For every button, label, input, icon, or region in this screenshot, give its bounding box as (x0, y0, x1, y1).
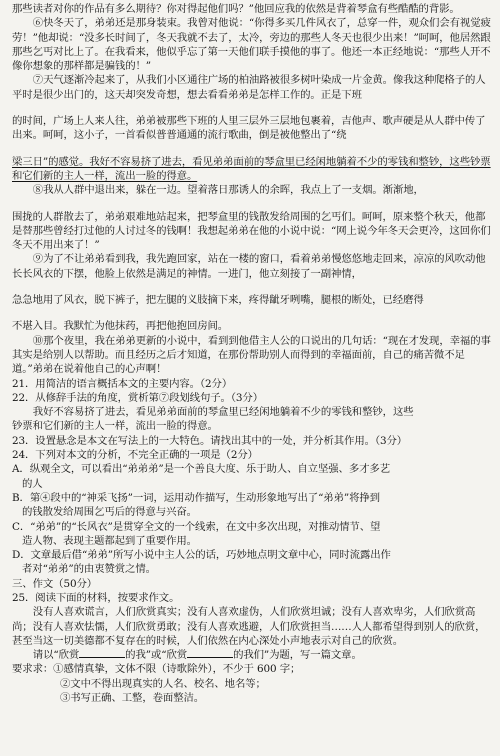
question-24-option-d-line-1: D．文章最后借“弟弟”所写小说中主人公的话，巧妙地点明文章中心，同时流露出作 (12, 549, 391, 562)
passage-paragraph-9-part-3: 不堪入目。我默忙为他抹药，再把他抱回房间。 (12, 320, 229, 333)
question-24-option-a-line-2: 的人 (22, 477, 43, 490)
composition-prompt (12, 648, 492, 662)
question-24-option-c-line-2: 造人物、表现主题都起到了重要作用。 (22, 534, 197, 547)
question-21: 21．用简洁的语言概括本文的主要内容。（2分） (12, 377, 233, 390)
passage-paragraph-8-part-1: ⑧我从人群中退出来，躲在一边。望着落日那诱人的余晖，我点上了一支烟。渐渐地， (32, 184, 424, 197)
spacer (12, 307, 492, 319)
passage-paragraph-9-part-1: ⑨为了不让弟弟看到我，我先跑回家，站在一楼的窗口，看着弟弟慢悠悠地走回来，凉凉的风吹动他长长风衣的下摆，他脸上依然是满足的神情。一进门，他立刻接了一副神情， (12, 253, 486, 280)
passage-paragraph-8-part-2: 围拢的人群散去了，弟弟艰难地站起来，把琴盒里的钱散发给周围的乞丐们。呵呵，原来整个秋天，他都是替那些曾经打过他的人讨过冬的钱啊！我想起弟弟在他的小说中说：“网上说今年冬天会更冷，这回你们冬天不用出来了！” (12, 210, 491, 252)
passage-paragraph-10: ⑩那个夜里，我在弟弟更新的小说中，看到到他借主人公的口说出的几句话：“现在才发现，幸福的事其实是给别人以帮助。而且经历之后才知道，在那份帮助别人而得到的幸福面前，自己的痛苦微不足道。”弟弟在说着他自己的心声啊！ (12, 334, 491, 376)
passage-paragraph-7-part-2: 的时间，广场上人来人往，弟弟被那些下班的人里三层外三层地包裹着，吉他声、歌声硬是从人群中传了出来。呵呵，这小子，一首看似普普通通的流行歌曲，倒是被他整出了“绕 (12, 115, 486, 142)
prompt-text-3: 的我们”为题，写一篇文章。 (233, 649, 362, 662)
passage-paragraph-7-underlined: 梁三日”的感觉。我好不容易挤了进去，看见弟弟面前的琴盒里已经闲地躺着不少的零钱和整钞，这些钞票和它们新的主人一样，流出一脸的得意。 (12, 155, 491, 182)
question-22: 22．从修辞手法的角度，赏析第⑦段划线句子。（3分） (12, 391, 264, 404)
prompt-text-1: 请以“欣赏 (32, 649, 80, 662)
spacer (12, 102, 492, 114)
question-22-quote-line-2: 钞票和它们新的主人一样，流出一脸的得意。 (12, 420, 218, 433)
composition-requirement-2: ②文中不得出现真实的人名、校名、地名等； (60, 677, 266, 690)
composition-requirement-1: 要求求：①感情真挚，文体不限（诗歌除外），不少于 600 字； (12, 663, 301, 676)
passage-paragraph-9-part-2: 急急地用了风衣，脱下裤子，把左腿的义肢摘下来，疼得龇牙咧嘴，腿根的断处，已经磨得 (12, 294, 424, 307)
title-blank-2 (187, 648, 233, 658)
prompt-text-2: 的我”或“欣赏 (125, 649, 188, 662)
spacer (12, 281, 492, 293)
question-25: 25．阅读下面的材料，按要求作文。 (12, 591, 180, 604)
composition-requirement-3: ③书写正确、工整，卷面整洁。 (60, 692, 205, 705)
question-24: 24．下列对本文的分析，不完全正确的一项是（2分） (12, 449, 258, 462)
question-24-option-b-line-2: 的钱散发给周围乞丐后的得意与兴奋。 (22, 506, 197, 519)
passage-paragraph-6: ⑥快冬天了，弟弟还是那身装束。我曾对他说：“你得多买几件风衣了，总穿一件，观众们会有视觉疲劳！”他却说：“没多长时间了，冬天我就不去了，太冷，旁边的那些人冬天也很少出来！”呵呵，他居然跟那些乞丐对比上了。在我看来，他似乎忘了第一天他们联手摸他的事了。他还一本正经地说：“那些人开不像你想象的那样都是骗钱的！” (12, 17, 491, 73)
passage-paragraph-intro: 那些读者对你的作品有多么期待？你对得起他们吗？”他回应我的依然是背着琴盒有些酷酷的背影。 (12, 3, 460, 15)
question-24-option-d-line-2: 者对“弟弟”的由衷赞赏之情。 (22, 563, 156, 576)
title-blank-1 (79, 648, 125, 658)
passage-paragraph-7-part-1: ⑦天气逐渐冷起来了，从我们小区通往广场的柏油路被很多树叶染成一片金黄。像我这种爬格子的人平时是很少出门的，这天却突发奇想，想去看看弟弟是怎样工作的。正是下班 (12, 74, 486, 101)
composition-material: 没有人喜欢谎言，人们欣赏真实；没有人喜欢虚伪，人们欣赏坦诚；没有人喜欢卑劣，人们欣赏高尚；没有人喜欢怯懦，人们欣赏勇敢；没有人喜欢逃避，人们欣赏担当……人人都希望得到别人的欣赏，甚至当这一切美德都不复存在的时候，人们依然在内心深处小声地表示对自己的欣赏。 (12, 606, 486, 647)
composition-section-heading: 三、作文（50分） (12, 577, 98, 590)
question-22-quote-line-1: 我好不容易挤了进去，看见弟弟面前的琴盒里已经闲地躺着不少的零钱和整钞，这些 (32, 406, 414, 419)
question-24-option-b-line-1: B．第④段中的“神采飞扬”一词，运用动作描写，生动形象地写出了“弟弟”将挣到 (12, 491, 380, 504)
question-23: 23．设置悬念是本文在写法上的一大特色。请找出其中的一处，并分析其作用。（3分） (12, 434, 408, 447)
question-24-option-c-line-1: C．“弟弟”的“长风衣”是贯穿全文的一个线索，在文中多次出现，对推动情节、望 (12, 520, 381, 533)
spacer (12, 198, 492, 210)
question-24-option-a-line-1: A．纵观全文，可以看出“弟弟弟”是一个善良大度、乐于助人、自立坚强、多才多艺 (12, 463, 390, 476)
spacer (12, 143, 492, 155)
